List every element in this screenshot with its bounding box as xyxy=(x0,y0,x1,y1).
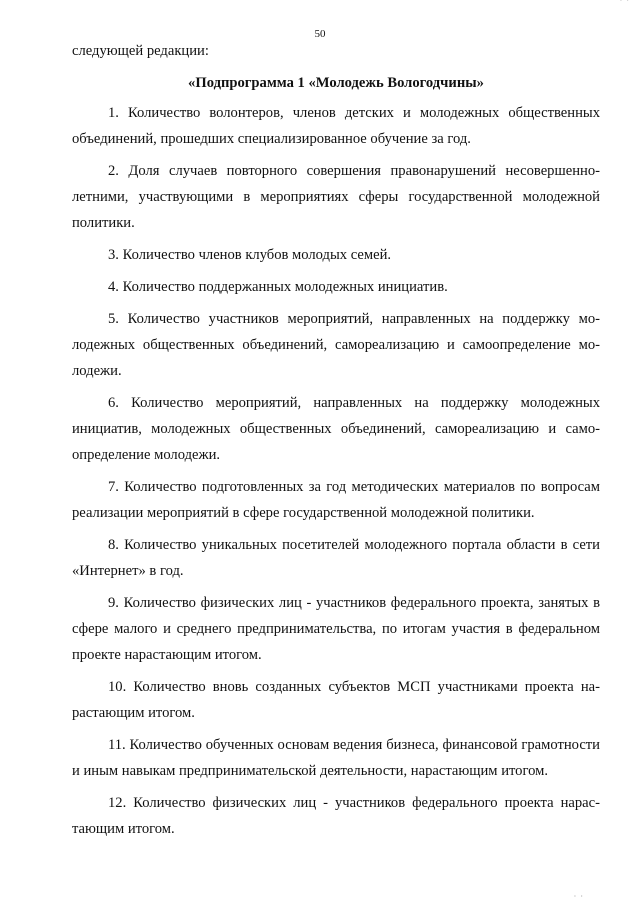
list-item: 4. Количество поддержанных молодежных инициатив. xyxy=(108,279,448,295)
list-item: 6. Количество мероприятий, направленных на поддержку молодежных инициатив, молодежных общественных объединений, самореализацию и самоопределение молодежи. xyxy=(72,395,600,463)
list-item: 9. Количество физических лиц - участников федерального проекта, занятых в сфере малого и среднего предпринимательства, по итогам участия в федеральном проекте нарастающим итогом. xyxy=(72,595,600,663)
list-item: 1. Количество волонтеров, членов детских и молодежных общественных объединений, прошедших специализированное обучение за год. xyxy=(72,105,600,147)
list-item: 7. Количество подготовленных за год методических материалов по вопросам реализации мероприятий в сфере государственной молодежной политики. xyxy=(72,479,600,521)
list-item: 12. Количество физических лиц - участников федерального проекта нарастающим итогом. xyxy=(72,795,600,837)
page-number: 50 xyxy=(314,28,326,40)
scan-mark-top: · · xyxy=(619,0,630,5)
list-item: 10. Количество вновь созданных субъектов МСП участниками проекта нарастающим итогом. xyxy=(72,679,600,721)
list-item: 8. Количество уникальных посетителей молодежного портала области в сети «Интернет» в год. xyxy=(72,537,600,579)
document-body xyxy=(72,38,600,848)
list-item: 2. Доля случаев повторного совершения правонарушений несовершеннолетними, участвующими в мероприятиях сферы государственной молодежной политики. xyxy=(72,163,600,231)
subprogram-heading: «Подпрограмма 1 «Молодежь Вологодчины» xyxy=(188,75,484,91)
intro-text: следующей редакции: xyxy=(72,43,209,59)
list-item: 11. Количество обученных основам ведения бизнеса, финансовой грамотности и иным навыкам предпринимательской деятельности, нарастающим итогом. xyxy=(72,737,600,779)
list-item: 5. Количество участников мероприятий, направленных на поддержку молодежных общественных объединений, самореализацию и самоопределение молодежи. xyxy=(72,311,600,379)
scan-mark-bottom: · · xyxy=(573,892,584,901)
list-item: 3. Количество членов клубов молодых семей. xyxy=(108,247,392,263)
